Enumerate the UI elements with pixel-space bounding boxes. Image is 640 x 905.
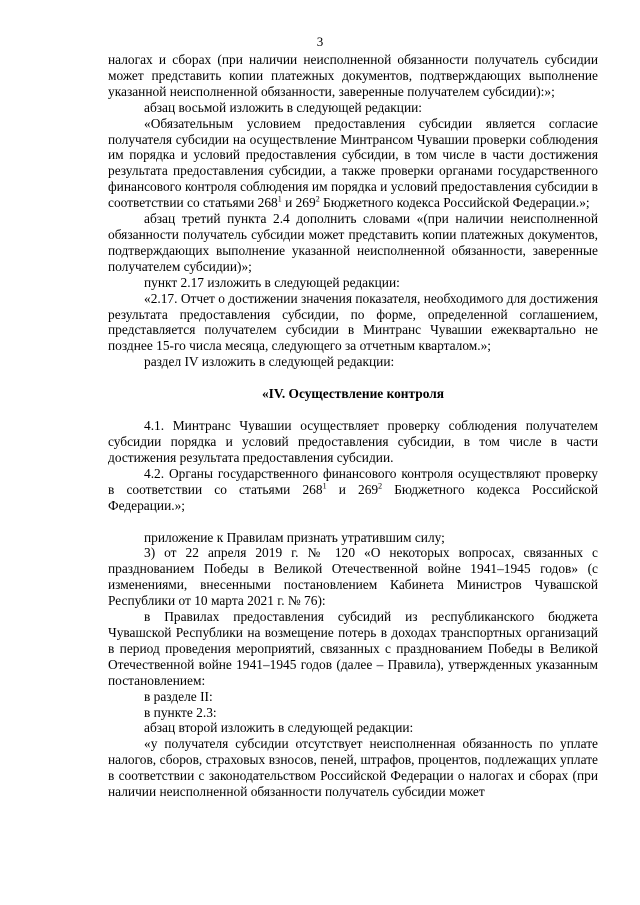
text-run: Бюджетного кодекса Российской Федерации.»;: [319, 195, 590, 211]
paragraph-clause-4-2: [108, 466, 598, 514]
text-run: 4.2. Органы государственного финансового контроля осуществляют проверку в соответствии со статьями 268: [108, 465, 598, 497]
paragraph-annex-void: приложение к Правилам признать утратившим силу;: [144, 529, 445, 545]
paragraph-instruction-second: абзац второй изложить в следующей редакции:: [144, 720, 414, 736]
text-run: «Обязательным условием предоставления субсидии является согласие получателя субсидии на осуществление Минтрансом Чувашии проверки соблюдения им порядка и условий предоставления субсидии, в том числе в части достижения результата предоставления субсидии, а также проверки органами государственного финансового контроля соблюдения им порядка и условий предоставления субсидии в соответствии со статьями 268: [108, 115, 598, 211]
page-number: 3: [316, 34, 324, 49]
paragraph-instruction-eighth: абзац восьмой изложить в следующей редакции:: [144, 99, 423, 115]
paragraph-clause-4-1: 4.1. Минтранс Чувашии осуществляет проверку соблюдения получателем субсидии порядка и условий предоставления субсидии, в том числе в части достижения результата предоставления субсидии.: [108, 418, 598, 465]
paragraph-obligatory-condition: [108, 116, 598, 211]
paragraph-no-debt-condition: «у получателя субсидии отсутствует неисполненная обязанность по уплате налогов, сборов, страховых взносов, пеней, штрафов, процентов, подлежащих уплате в соответствии с законодательством Российской Федерации о налогах и сборах (при наличии неисполненной обязанности получатель субсидии может: [108, 736, 598, 800]
document-body: [108, 52, 598, 800]
section-heading: «IV. Осуществление контроля: [261, 386, 444, 402]
text-run: Бюджетного кодекса Российской Федерации.»;: [108, 481, 599, 513]
paragraph-continuation: налогах и сборах (при наличии неисполненной обязанности получатель субсидии может представить копии платежных документов, подтверждающих выполнение указанной неисполненной обязанности, заверенные получателем субсидии):»;: [108, 52, 598, 99]
paragraph-section-ii: в разделе II:: [144, 688, 213, 704]
superscript: 2: [378, 481, 383, 491]
text-run: и 269: [326, 481, 379, 497]
superscript: 2: [315, 194, 320, 204]
superscript: 1: [322, 481, 327, 491]
paragraph-instruction-2-17: пункт 2.17 изложить в следующей редакции:: [144, 274, 400, 290]
text-run: и 269: [281, 195, 316, 211]
paragraph-instruction-section-iv: раздел IV изложить в следующей редакции:: [144, 354, 395, 370]
paragraph-amend-2-4: абзац третий пункта 2.4 дополнить словами «(при наличии неисполненной обязанности получатель субсидии может представить копии платежных документов, подтверждающих выполнение указанной неисполненной обязанности, заверенные получателем субсидии)»;: [108, 211, 598, 274]
paragraph-rules-intro: в Правилах предоставления субсидий из республиканского бюджета Чувашской Республики на возмещение потерь в доходах транспортных организаций в период проведения мероприятий, связанных с празднованием Победы в Великой Отечественной войне 1941–1945 годов (далее – Правила), утвержденных указанным постановлением:: [108, 609, 598, 688]
paragraph-clause-2-17: «2.17. Отчет о достижении значения показателя, необходимого для достижения результата предоставления субсидии, по форме, определенной соглашением, представляется получателем субсидии в Минтранс Чувашии ежеквартально не позднее 15-го числа месяца, следующего за отчетным кварталом.»;: [108, 290, 598, 354]
superscript: 1: [277, 194, 282, 204]
paragraph-item-3: 3) от 22 апреля 2019 г. № 120 «О некоторых вопросах, связанных с празднованием Победы в Великой Отечественной войне 1941–1945 годов» (с изменениями, внесенными постановлением Кабинета Министров Чувашской Республики от 10 марта 2021 г. № 76):: [108, 545, 598, 609]
paragraph-point-2-3: в пункте 2.3:: [144, 704, 217, 720]
